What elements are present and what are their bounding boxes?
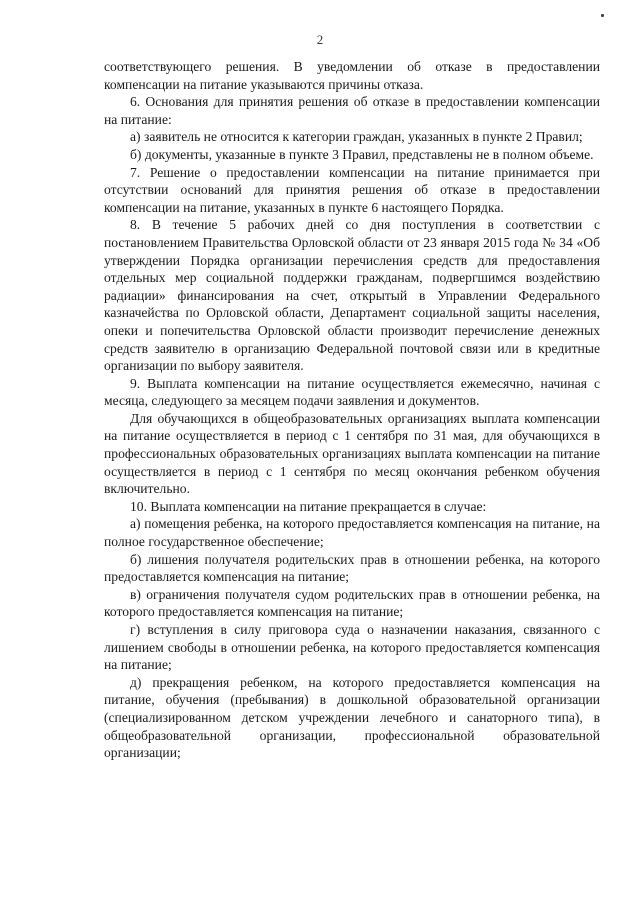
paragraph-item-10d: д) прекращения ребенком, на которого предоставляется компенсация на питание, обучения (пребывания) в дошкольной образовательной организации (специализированном детском учреждении лечебного и санаторного типа), в общеобразовательной организации, профессиональной образовательной организации;: [104, 674, 600, 761]
document-body: [104, 58, 600, 762]
paragraph-item-10v: в) ограничения получателя судом родительских прав в отношении ребенка, на которого предоставляется компенсация на питание;: [104, 586, 600, 620]
paragraph-item-6a: а) заявитель не относится к категории граждан, указанных в пункте 2 Правил;: [130, 129, 583, 145]
paragraph-item-8: 8. В течение 5 рабочих дней со дня поступления в соответствии с постановлением Правительства Орловской области от 23 января 2015 года № 34 «Об утверждении Порядка организации перечисления средств для предоставления отдельных мер социальной поддержки гражданам, подвергшимся воздействию радиации» финансирования на счет, открытый в Управлении Федерального казначейства по Орловской области, Департамент социальной защиты населения, опеки и попечительства Орловской области производит перечисление денежных средств заявителю в организацию Федеральной почтовой связи или в кредитные организации по выбору заявителя.: [104, 217, 600, 374]
paragraph-item-10g: г) вступления в силу приговора суда о назначении наказания, связанного с лишением свободы в отношении ребенка, на которого предоставляется компенсация на питание;: [104, 622, 600, 673]
scan-artifact-dot: [601, 14, 604, 17]
paragraph-item-6: 6. Основания для принятия решения об отказе в предоставлении компенсации на питание:: [104, 94, 600, 127]
paragraph-continuation: соответствующего решения. В уведомлении об отказе в предоставлении компенсации на питание указываются причины отказа.: [104, 59, 600, 92]
page-number: 2: [316, 32, 324, 47]
paragraph-item-10b: б) лишения получателя родительских прав в отношении ребенка, на которого предоставляется компенсация на питание;: [104, 551, 600, 585]
paragraph-item-10: 10. Выплата компенсации на питание прекращается в случае:: [130, 498, 487, 514]
paragraph-item-10a: а) помещения ребенка, на которого предоставляется компенсация на питание, на полное государственное обеспечение;: [104, 516, 600, 550]
paragraph-item-9-students: Для обучающихся в общеобразовательных организациях выплата компенсации на питание осуществляется в период с 1 сентября по 31 мая, для обучающихся в профессиональных образовательных организациях выплата компенсации на питание осуществляется в период с 1 сентября по месяц окончания ребенком обучения включительно.: [104, 410, 600, 497]
paragraph-item-6b: б) документы, указанные в пункте 3 Правил, представлены не в полном объеме.: [130, 146, 594, 162]
paragraph-item-7: 7. Решение о предоставлении компенсации на питание принимается при отсутствии оснований для принятия решения об отказе в предоставлении компенсации на питание, указанных в пункте 6 настоящего Порядка.: [104, 164, 600, 215]
paragraph-item-9: 9. Выплата компенсации на питание осуществляется ежемесячно, начиная с месяца, следующего за месяцем подачи заявления и документов.: [104, 375, 600, 409]
